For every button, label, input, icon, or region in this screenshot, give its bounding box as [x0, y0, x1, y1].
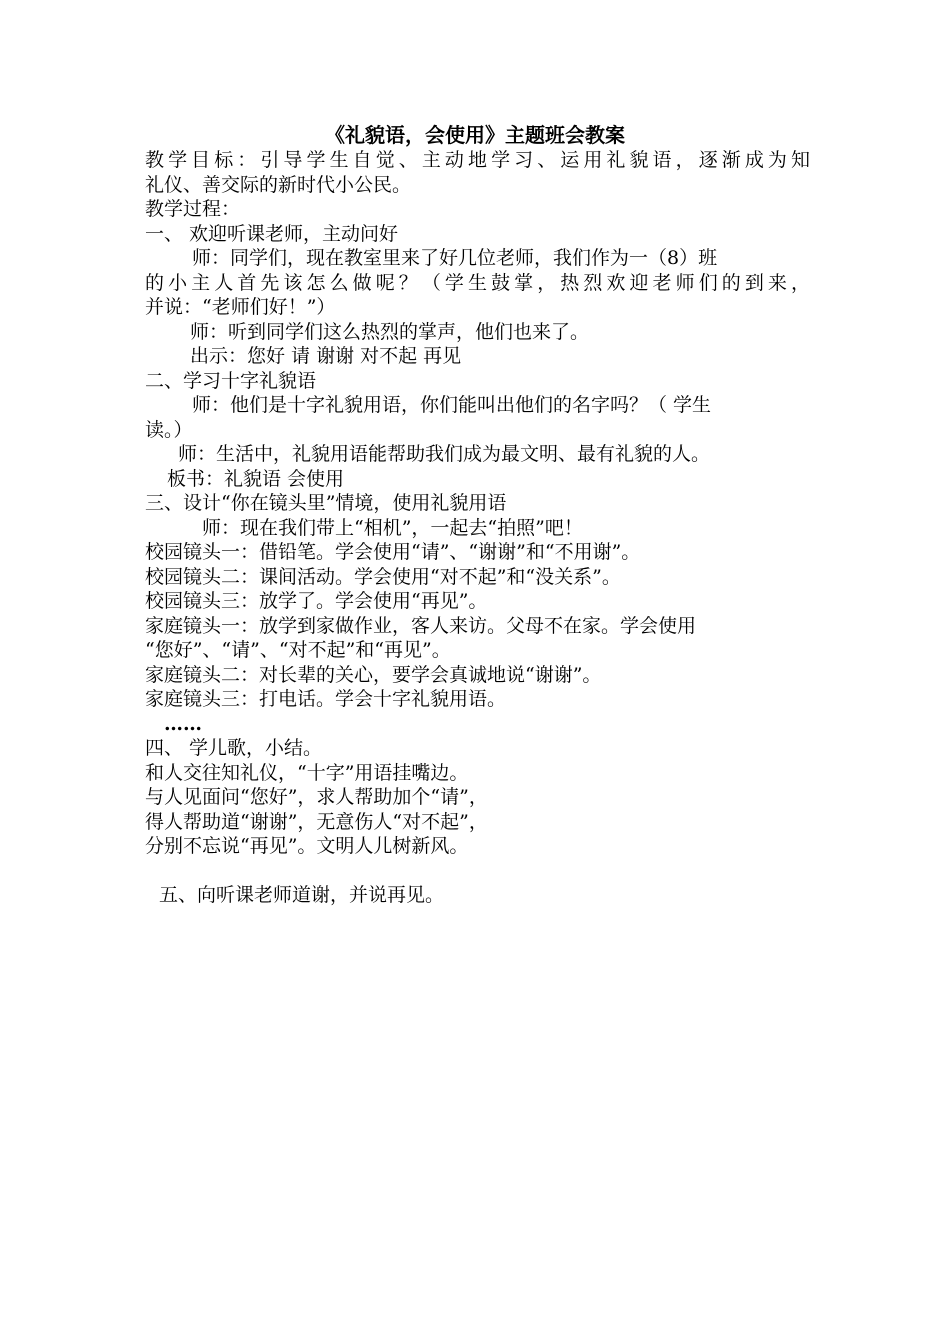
section-heading: 二、学习十字礼貌语: [145, 369, 317, 392]
paragraph-line: 礼仪、善交际的新时代小公民。: [145, 173, 412, 196]
list-item: 校园镜头一：借铅笔。学会使用“请”、“谢谢”和“不用谢”。: [145, 541, 641, 563]
paragraph-line: 教学目标：引导学生自觉、主动地学习、运用礼貌语，逐渐成为知: [145, 149, 810, 171]
section-heading: 四、 学儿歌，小结。: [145, 737, 323, 759]
paragraph-line: 板书：礼貌语 会使用: [167, 467, 345, 490]
paragraph-line: 师：生活中，礼貌用语能帮助我们成为最文明、最有礼貌的人。: [178, 443, 711, 465]
paragraph-line: 读。）: [145, 418, 193, 441]
list-item: “您好”、“请”、“对不起”和“再见”。: [145, 639, 451, 661]
paragraph-line: 师：同学们，现在教室里来了好几位老师，我们作为一（8）班: [192, 247, 718, 269]
list-item: 校园镜头二：课间活动。学会使用“对不起”和“没关系”。: [145, 565, 621, 588]
poem-line: 和人交往知礼仪，“十字”用语挂嘴边。: [145, 761, 469, 784]
section-heading: 五、向听课老师道谢，并说再见。: [159, 884, 445, 906]
document-body: [145, 148, 810, 908]
list-item: 家庭镜头一：放学到家做作业，客人来访。父母不在家。学会使用: [145, 614, 697, 637]
poem-line: 得人帮助道“谢谢”，无意伤人“对不起”，: [145, 810, 488, 833]
list-item: 校园镜头三：放学了。学会使用“再见”。: [145, 590, 488, 612]
paragraph-line: 师：听到同学们这么热烈的掌声，他们也来了。: [190, 320, 590, 343]
paragraph-line: 的小主人首先该怎么做呢？（学生鼓掌，热烈欢迎老师们的到来，: [145, 271, 810, 294]
document-title: 《礼貌语，会使用》主题班会教案: [325, 123, 625, 147]
section-heading: 三、设计“你在镜头里”情境，使用礼貌用语: [145, 492, 507, 514]
paragraph-line: 并说：“老师们好！”）: [145, 296, 336, 318]
ellipsis: ……: [164, 712, 202, 735]
section-heading: 一、 欢迎听课老师，主动问好: [145, 222, 399, 245]
poem-line: 与人见面问“您好”，求人帮助加个“请”，: [145, 786, 488, 808]
paragraph-line: 师：他们是十字礼貌用语，你们能叫出他们的名字吗？（ 学生: [192, 394, 712, 416]
paragraph-line: 出示：您好 请 谢谢 对不起 再见: [190, 345, 462, 367]
list-item: 家庭镜头三：打电话。学会十字礼貌用语。: [145, 688, 507, 710]
list-item: 家庭镜头二：对长辈的关心，要学会真诚地说“谢谢”。: [145, 663, 602, 686]
poem-line: 分别不忘说“再见”。文明人儿树新风。: [145, 835, 469, 857]
paragraph-line: 教学过程：: [145, 198, 241, 220]
blank-line: [145, 859, 810, 884]
paragraph-line: 师：现在我们带上“相机”，一起去“拍照”吧！: [202, 516, 583, 539]
